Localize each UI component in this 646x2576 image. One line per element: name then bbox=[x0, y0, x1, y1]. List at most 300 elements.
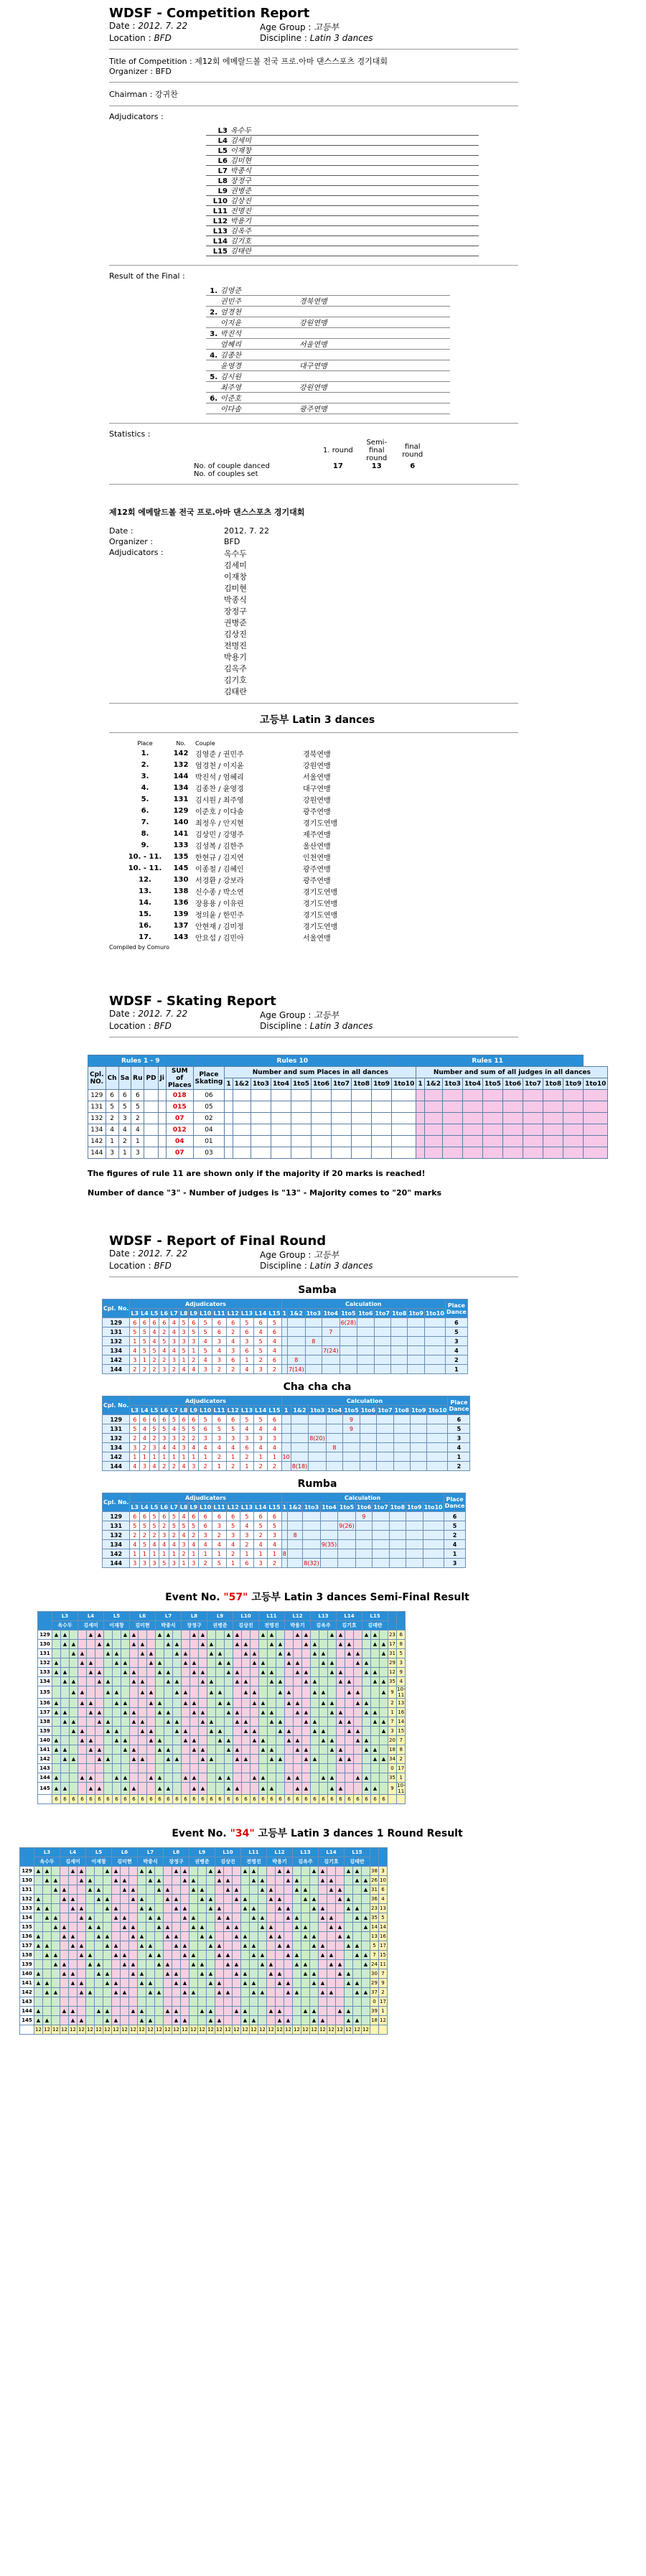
judge-code-head: L15 bbox=[268, 1406, 281, 1414]
mark-cell bbox=[172, 1913, 181, 1923]
mark-cell: ▲ bbox=[311, 1727, 319, 1736]
judge-mark: 5 bbox=[140, 1540, 150, 1549]
total-cell: 2 bbox=[388, 1699, 397, 1708]
result-couple: 이준호 / 이다솔 bbox=[195, 808, 244, 816]
mark-cell: ▲ bbox=[190, 1783, 199, 1795]
place-cell: 12 bbox=[379, 2016, 388, 2025]
mark-cell: ▲ bbox=[380, 1686, 388, 1699]
mark-cell bbox=[250, 1885, 258, 1895]
mark-cell bbox=[362, 1764, 371, 1773]
mark-cell bbox=[258, 1867, 267, 1876]
mark-cell: ▲ bbox=[43, 1867, 52, 1876]
mark-cell bbox=[336, 1904, 345, 1913]
mark-cell: ▲ bbox=[113, 1699, 121, 1708]
mark-cell: ▲ bbox=[284, 1876, 293, 1885]
mark-cell: ▲ bbox=[147, 1658, 156, 1668]
mark-cell bbox=[251, 1668, 259, 1677]
result-couple: 한현규 / 김지연 bbox=[195, 854, 244, 862]
couple-no: 132 bbox=[20, 1895, 34, 1904]
place-cell: 13 bbox=[397, 1699, 406, 1708]
mark-cell bbox=[216, 1764, 225, 1773]
judge-code-head: L5 bbox=[150, 1310, 159, 1317]
event-row bbox=[38, 1764, 406, 1773]
mark-cell bbox=[198, 1867, 207, 1876]
mark-cell bbox=[198, 1876, 207, 1885]
calc-cell bbox=[424, 1337, 445, 1346]
mark-cell: ▲ bbox=[173, 1677, 182, 1686]
event-row bbox=[20, 1932, 388, 1941]
cpl-head: Cpl. No. bbox=[103, 1299, 130, 1318]
mark-cell bbox=[268, 1727, 276, 1736]
calc-cell bbox=[281, 1355, 288, 1365]
final-name-b: 최주영 bbox=[220, 384, 241, 392]
judge-mark: 5 bbox=[130, 1327, 140, 1337]
mark-cell bbox=[138, 1923, 146, 1932]
mark-cell bbox=[345, 1668, 354, 1677]
calc-cell bbox=[377, 1443, 393, 1452]
judge-mark: 2 bbox=[226, 1327, 240, 1337]
judge-mark: 5 bbox=[169, 1415, 179, 1424]
judge-code-head: L10 bbox=[200, 1406, 212, 1414]
foot-cell: 6 bbox=[302, 1795, 311, 1804]
calc-cell bbox=[281, 1434, 291, 1443]
mark-cell: ▲ bbox=[112, 2016, 121, 2025]
mark-cell: ▲ bbox=[95, 1640, 104, 1649]
final-round-row bbox=[103, 1365, 468, 1374]
mark-cell: ▲ bbox=[215, 1941, 224, 1951]
mark-cell bbox=[216, 1755, 225, 1764]
mark-cell bbox=[319, 1923, 327, 1932]
judge-mark: 3 bbox=[254, 1434, 268, 1443]
mark-cell bbox=[362, 2016, 370, 2025]
mark-cell: ▲ bbox=[242, 1717, 251, 1727]
place-cell: 14 bbox=[397, 1717, 406, 1727]
calc-cell bbox=[281, 1424, 291, 1434]
mark-cell bbox=[337, 1686, 345, 1699]
mark-cell: ▲ bbox=[319, 1941, 327, 1951]
judge-mark: 6 bbox=[268, 1415, 281, 1424]
mark-cell: ▲ bbox=[345, 1677, 354, 1686]
judge-head: L10 bbox=[215, 1848, 241, 1857]
judge-code-head: L13 bbox=[240, 1503, 253, 1511]
event-row bbox=[20, 1979, 388, 1988]
sk-disc-label: Discipline : bbox=[260, 1021, 307, 1031]
mark-cell bbox=[336, 1951, 345, 1960]
mark-cell bbox=[138, 1997, 146, 2007]
foot-cell: 6 bbox=[276, 1795, 285, 1804]
mark-cell: ▲ bbox=[129, 2007, 138, 2016]
result-couple: 최정우 / 안지현 bbox=[195, 819, 244, 828]
judge-mark: 5 bbox=[189, 1521, 199, 1531]
mark-cell bbox=[129, 1951, 138, 1960]
couple-no: 130 bbox=[38, 1640, 52, 1649]
couple-no: 131 bbox=[103, 1424, 130, 1434]
calc-cell bbox=[288, 1512, 303, 1521]
mark-cell bbox=[189, 1997, 198, 2007]
mark-cell: ▲ bbox=[43, 1951, 52, 1960]
mark-cell bbox=[78, 1997, 86, 2007]
mark-cell: ▲ bbox=[155, 1960, 164, 1969]
calc-cell bbox=[424, 1318, 445, 1327]
judge-mark: 6 bbox=[140, 1512, 150, 1521]
calc-cell: 7(14) bbox=[289, 1366, 304, 1373]
age-label: Age Group : bbox=[260, 22, 312, 32]
mark-cell: ▲ bbox=[224, 1885, 233, 1895]
judge-mark: 6 bbox=[268, 1327, 281, 1337]
calc-cell bbox=[288, 1559, 303, 1568]
mark-cell: ▲ bbox=[233, 1960, 241, 1969]
mark-cell bbox=[267, 1913, 276, 1923]
judge-mark: 5 bbox=[189, 1327, 199, 1337]
mark-cell: ▲ bbox=[78, 1727, 87, 1736]
mark-cell bbox=[233, 1951, 241, 1960]
final-round-row bbox=[103, 1424, 470, 1434]
mark-cell: ▲ bbox=[215, 1867, 224, 1876]
mark-cell bbox=[199, 1736, 207, 1745]
mark-cell bbox=[345, 1960, 353, 1969]
foot-cell: 6 bbox=[78, 1795, 87, 1804]
calc-cell bbox=[360, 1452, 376, 1462]
mark-cell bbox=[259, 1755, 268, 1764]
calc-cell bbox=[343, 1462, 360, 1471]
mark-cell bbox=[251, 1677, 259, 1686]
mark-cell: ▲ bbox=[302, 1640, 311, 1649]
mark-cell: ▲ bbox=[164, 1717, 173, 1727]
mark-cell: ▲ bbox=[34, 1941, 43, 1951]
couple-no: 145 bbox=[20, 2016, 34, 2025]
couple-no: 140 bbox=[38, 1736, 52, 1745]
mark-cell: ▲ bbox=[164, 1668, 173, 1677]
mark-cell bbox=[345, 1885, 353, 1895]
mark-cell bbox=[267, 1979, 276, 1988]
mark-cell bbox=[155, 1941, 164, 1951]
summary-result-row bbox=[123, 816, 525, 828]
dance-place: 3 bbox=[106, 1147, 118, 1159]
adjudicator-code: L7 bbox=[217, 167, 228, 175]
foot-cell: 12 bbox=[138, 2025, 146, 2035]
calc-cell bbox=[338, 1512, 356, 1521]
adjudicator-name: 김태란 bbox=[230, 248, 251, 256]
dance-place: 5 bbox=[106, 1101, 118, 1113]
foot-cell: 12 bbox=[267, 2025, 276, 2035]
result-region: 경기도연맹 bbox=[303, 888, 338, 897]
mark-cell: ▲ bbox=[362, 1913, 370, 1923]
couple-no: 131 bbox=[103, 1327, 130, 1337]
event-row bbox=[20, 1895, 388, 1904]
mark-cell bbox=[69, 1923, 78, 1932]
judge-code-head: L3 bbox=[131, 1503, 139, 1511]
judge-name-head: 권병준 bbox=[207, 1621, 233, 1630]
mark-cell: ▲ bbox=[207, 1895, 215, 1904]
mark-cell: ▲ bbox=[52, 1668, 61, 1677]
mark-cell bbox=[121, 1904, 129, 1913]
mark-cell: ▲ bbox=[182, 1699, 190, 1708]
fr-loc-label: Location : bbox=[109, 1261, 151, 1271]
mark-cell: ▲ bbox=[164, 1885, 172, 1895]
judge-mark: 2 bbox=[130, 1365, 140, 1374]
mark-cell: ▲ bbox=[285, 1727, 294, 1736]
calc-cell bbox=[389, 1540, 406, 1549]
mark-cell: ▲ bbox=[172, 2016, 181, 2025]
mark-cell: ▲ bbox=[328, 1783, 337, 1795]
final-name-a: 박진석 bbox=[220, 330, 241, 338]
mark-cell: ▲ bbox=[353, 1867, 362, 1876]
final-place: 5. bbox=[210, 373, 217, 381]
calc-cell bbox=[303, 1549, 321, 1559]
total-cell: 7 bbox=[370, 1951, 379, 1960]
mark-cell bbox=[147, 1755, 156, 1764]
couple-no: 136 bbox=[20, 1932, 34, 1941]
dance-head: Ru bbox=[131, 1067, 144, 1090]
dance-table bbox=[102, 1299, 468, 1374]
foot-cell: 12 bbox=[43, 2025, 52, 2035]
mark-cell: ▲ bbox=[276, 2016, 284, 2025]
mark-cell bbox=[319, 1630, 328, 1640]
judge-mark: 2 bbox=[159, 1462, 169, 1471]
judge-mark: 1 bbox=[179, 1559, 189, 1568]
mark-cell: ▲ bbox=[276, 1895, 284, 1904]
mark-cell: ▲ bbox=[233, 1717, 242, 1727]
dance-place: 6 bbox=[448, 1415, 470, 1424]
place-cell: 16 bbox=[397, 1708, 406, 1717]
r1-prefix: Event No. bbox=[172, 1828, 227, 1839]
mark-cell bbox=[380, 1708, 388, 1717]
event-row bbox=[38, 1745, 406, 1755]
result-place: 6. bbox=[141, 806, 149, 815]
final-round-row bbox=[103, 1540, 466, 1549]
mark-cell: ▲ bbox=[225, 1736, 233, 1745]
mark-cell: ▲ bbox=[319, 1773, 328, 1783]
location-discipline-row bbox=[109, 33, 525, 43]
mark-cell bbox=[95, 2016, 103, 2025]
judge-code-head: L4 bbox=[141, 1503, 149, 1511]
mark-cell: ▲ bbox=[104, 1640, 113, 1649]
mark-cell bbox=[311, 1745, 319, 1755]
mark-cell bbox=[354, 1783, 362, 1795]
fr-disc: Latin 3 dances bbox=[309, 1261, 373, 1271]
adjudicator-code: L5 bbox=[217, 147, 228, 155]
final-row-partner bbox=[206, 317, 450, 328]
mark-cell: ▲ bbox=[146, 1913, 155, 1923]
mark-cell: ▲ bbox=[189, 1885, 198, 1895]
mark-cell bbox=[345, 1997, 353, 2007]
final-round-row bbox=[103, 1462, 470, 1471]
mark-cell bbox=[190, 1727, 199, 1736]
couple-no: 129 bbox=[103, 1512, 130, 1521]
judge-mark: 5 bbox=[189, 1424, 199, 1434]
mark-cell bbox=[311, 1699, 319, 1708]
calc-cell bbox=[320, 1521, 338, 1531]
result-place: 5. bbox=[141, 795, 149, 803]
mark-cell: ▲ bbox=[172, 1932, 181, 1941]
judge-mark: 3 bbox=[254, 1365, 268, 1374]
calc-cell: 9(35) bbox=[321, 1541, 337, 1548]
result-no: 144 bbox=[173, 772, 189, 780]
mark-cell: ▲ bbox=[78, 1913, 86, 1923]
mark-cell bbox=[139, 1668, 147, 1677]
mark-cell: ▲ bbox=[172, 1895, 181, 1904]
judge-mark: 6 bbox=[212, 1318, 226, 1327]
mark-cell bbox=[86, 1904, 95, 1913]
mark-cell bbox=[233, 1649, 242, 1658]
mark-cell: ▲ bbox=[86, 1960, 95, 1969]
mark-cell: ▲ bbox=[207, 1932, 215, 1941]
mark-cell: ▲ bbox=[259, 1699, 268, 1708]
mark-cell bbox=[310, 1988, 319, 1997]
fr-age-label: Age Group : bbox=[260, 1250, 312, 1260]
mark-cell: ▲ bbox=[52, 1960, 60, 1969]
mark-cell bbox=[250, 1932, 258, 1941]
mark-cell: ▲ bbox=[250, 1988, 258, 1997]
adjudicator-code: L6 bbox=[217, 157, 228, 165]
mark-cell bbox=[241, 1876, 250, 1885]
mark-cell bbox=[215, 2007, 224, 2016]
mark-cell bbox=[61, 1773, 70, 1783]
place-col-head: 1&2 bbox=[233, 1078, 251, 1090]
mark-cell bbox=[353, 1969, 362, 1979]
mark-cell: ▲ bbox=[215, 1988, 224, 1997]
mark-cell: ▲ bbox=[224, 1960, 233, 1969]
foot-cell: 6 bbox=[173, 1795, 182, 1804]
mark-cell bbox=[70, 1764, 78, 1773]
mark-cell bbox=[70, 1745, 78, 1755]
mark-cell: ▲ bbox=[198, 1885, 207, 1895]
mark-cell: ▲ bbox=[371, 1745, 380, 1755]
mark-cell: ▲ bbox=[362, 1736, 371, 1745]
mark-cell bbox=[52, 1969, 60, 1979]
result-no: 134 bbox=[173, 783, 189, 792]
mark-cell: ▲ bbox=[311, 1677, 319, 1686]
mark-cell bbox=[345, 1876, 353, 1885]
judge-mark: 3 bbox=[254, 1559, 268, 1568]
mark-cell: ▲ bbox=[95, 1745, 104, 1755]
calc-cell bbox=[281, 1337, 288, 1346]
calc-cell bbox=[340, 1346, 357, 1355]
mark-cell: ▲ bbox=[43, 1979, 52, 1988]
calc-cell bbox=[291, 1434, 309, 1443]
mark-cell: ▲ bbox=[337, 1668, 345, 1677]
calc-cell bbox=[281, 1346, 288, 1355]
mark-cell: ▲ bbox=[146, 1867, 155, 1876]
mark-cell: ▲ bbox=[181, 1979, 189, 1988]
mark-cell: ▲ bbox=[61, 1745, 70, 1755]
judge-mark: 4 bbox=[189, 1365, 199, 1374]
mark-cell: ▲ bbox=[95, 1923, 103, 1932]
adjudicator-code: L14 bbox=[212, 238, 228, 246]
mark-cell: ▲ bbox=[233, 1885, 241, 1895]
mark-cell bbox=[78, 1668, 87, 1677]
r10-sub-head: Number and sum Places in all dances bbox=[225, 1067, 416, 1078]
judge-head: L12 bbox=[267, 1848, 293, 1857]
couple-no: 129 bbox=[103, 1415, 130, 1424]
calc-cell: 9 bbox=[355, 1512, 372, 1521]
mark-cell bbox=[336, 1988, 345, 1997]
judge-mark: 3 bbox=[212, 1521, 226, 1531]
mark-cell: ▲ bbox=[327, 1885, 336, 1895]
mark-cell bbox=[138, 1951, 146, 1960]
judge-name-head: 전명진 bbox=[241, 1857, 267, 1867]
mark-cell bbox=[233, 1699, 242, 1708]
mark-cell: ▲ bbox=[345, 1755, 354, 1764]
sk-age-label: Age Group : bbox=[260, 1010, 312, 1020]
mark-cell bbox=[190, 1677, 199, 1686]
result-no: 139 bbox=[173, 910, 189, 918]
calc-cell bbox=[291, 1424, 309, 1434]
judge-mark: 2 bbox=[130, 1434, 140, 1443]
mark-cell: ▲ bbox=[104, 1649, 113, 1658]
mark-cell bbox=[173, 1764, 182, 1773]
mark-cell: ▲ bbox=[302, 1745, 311, 1755]
calc-cell bbox=[288, 1521, 303, 1531]
couple-no: 131 bbox=[38, 1649, 52, 1658]
skating-report bbox=[88, 994, 607, 1198]
mark-cell bbox=[95, 1867, 103, 1876]
judge-mark: 6 bbox=[140, 1318, 150, 1327]
mark-cell: ▲ bbox=[190, 1745, 199, 1755]
couple-no: 141 bbox=[38, 1745, 52, 1755]
foot-cell: 12 bbox=[336, 2025, 345, 2035]
mark-cell: ▲ bbox=[362, 1745, 371, 1755]
result-region: 경북연맹 bbox=[303, 750, 331, 759]
mark-cell bbox=[267, 1997, 276, 2007]
mark-cell: ▲ bbox=[207, 1717, 216, 1727]
mark-cell bbox=[207, 1699, 216, 1708]
result-couple: 정의윤 / 한민주 bbox=[195, 911, 244, 920]
judge-name-head: 박종식 bbox=[138, 1857, 164, 1867]
mark-cell bbox=[293, 1941, 301, 1951]
discipline-value: Latin 3 dances bbox=[309, 33, 373, 43]
mark-cell bbox=[353, 1997, 362, 2007]
total-cell: 23 bbox=[388, 1630, 397, 1640]
mark-cell: ▲ bbox=[181, 2016, 189, 2025]
mark-cell bbox=[310, 1997, 319, 2007]
mark-cell bbox=[52, 1686, 61, 1699]
mark-cell: ▲ bbox=[371, 1677, 380, 1686]
mark-cell: ▲ bbox=[285, 1773, 294, 1783]
mark-cell bbox=[302, 1699, 311, 1708]
mark-cell: ▲ bbox=[336, 2007, 345, 2016]
judge-mark: 3 bbox=[226, 1531, 240, 1540]
mark-cell: ▲ bbox=[337, 1783, 345, 1795]
calc-cell bbox=[374, 1337, 390, 1346]
calc-head: Calculation bbox=[281, 1299, 445, 1309]
mark-cell bbox=[61, 1699, 70, 1708]
mark-cell bbox=[259, 1640, 268, 1649]
mark-cell: ▲ bbox=[310, 1904, 319, 1913]
total-cell: 35 bbox=[388, 1773, 397, 1783]
result-region: 경기도연맹 bbox=[303, 819, 338, 828]
mark-cell bbox=[182, 1745, 190, 1755]
mark-cell: ▲ bbox=[345, 1640, 354, 1649]
foot-cell: 6 bbox=[95, 1795, 104, 1804]
judge-mark: 1 bbox=[199, 1549, 212, 1559]
calc-cell bbox=[355, 1540, 372, 1549]
mark-cell: ▲ bbox=[301, 1960, 310, 1969]
mark-cell: ▲ bbox=[241, 1969, 250, 1979]
judge-mark: 3 bbox=[140, 1462, 150, 1471]
mark-cell: ▲ bbox=[225, 1668, 233, 1677]
total-cell: 36 bbox=[370, 1895, 379, 1904]
mark-cell bbox=[233, 1913, 241, 1923]
couple-no: 132 bbox=[103, 1531, 130, 1540]
calc-cell bbox=[360, 1443, 376, 1452]
total-cell: 20 bbox=[388, 1736, 397, 1745]
mark-cell bbox=[285, 1630, 294, 1640]
mark-cell bbox=[86, 1969, 95, 1979]
competition-label: Title of Competition : bbox=[109, 57, 192, 66]
mark-cell: ▲ bbox=[276, 1755, 285, 1764]
mark-cell bbox=[147, 1717, 156, 1727]
